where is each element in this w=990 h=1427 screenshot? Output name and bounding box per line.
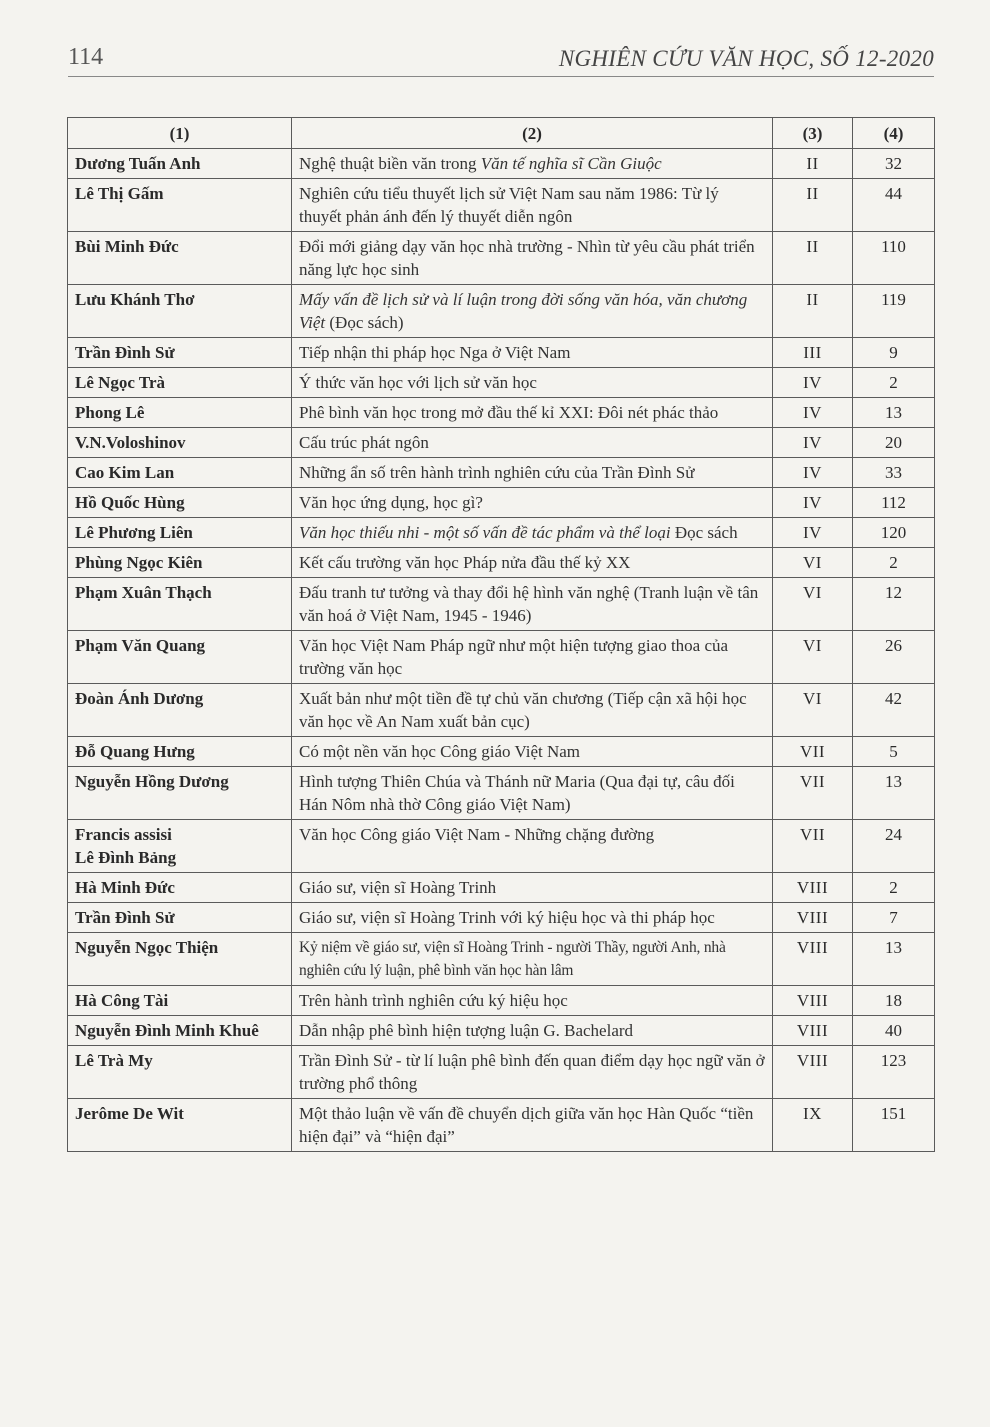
author-name: Dương Tuấn Anh	[75, 154, 201, 173]
issue-cell: VII	[773, 737, 853, 767]
page-cell: 13	[853, 767, 935, 820]
table-row	[68, 232, 935, 285]
author-cell	[68, 820, 292, 873]
table-row	[68, 873, 935, 903]
page-cell: 110	[853, 232, 935, 285]
article-index-table	[67, 117, 935, 1152]
author-cell	[68, 368, 292, 398]
table-row	[68, 398, 935, 428]
author-cell	[68, 518, 292, 548]
author-cell	[68, 1046, 292, 1099]
page-cell: 5	[853, 737, 935, 767]
author-name: Hồ Quốc Hùng	[75, 493, 185, 512]
article-title-cell	[292, 578, 773, 631]
article-title-cell	[292, 488, 773, 518]
issue-cell: IV	[773, 398, 853, 428]
table-row	[68, 684, 935, 737]
author-cell	[68, 1099, 292, 1152]
issue-cell: VI	[773, 631, 853, 684]
article-title-italic: Văn học thiếu nhi - một số vấn đề tác phẩm và thể loại	[299, 523, 671, 542]
page-cell: 42	[853, 684, 935, 737]
author-cell	[68, 873, 292, 903]
page-cell: 119	[853, 285, 935, 338]
author-cell	[68, 338, 292, 368]
table-row	[68, 518, 935, 548]
article-title-cell	[292, 873, 773, 903]
page-cell: 13	[853, 933, 935, 986]
author-name: Trần Đình Sử	[75, 908, 175, 927]
issue-cell: IV	[773, 428, 853, 458]
article-title-text: Có một nền văn học Công giáo Việt Nam	[299, 742, 581, 761]
article-title-text: Tiếp nhận thi pháp học Nga ở Việt Nam	[299, 343, 571, 362]
issue-cell: VIII	[773, 1046, 853, 1099]
author-name: V.N.Voloshinov	[75, 433, 186, 452]
article-title-cell	[292, 518, 773, 548]
author-cell	[68, 1016, 292, 1046]
article-title-text: Trần Đình Sử - từ lí luận phê bình đến quan điểm dạy học ngữ văn ở trường phổ thông	[299, 1051, 765, 1093]
author-name: Nguyễn Hồng Dương	[75, 772, 229, 791]
article-title-text: Nghiên cứu tiểu thuyết lịch sử Việt Nam sau năm 1986: Từ lý thuyết phản ánh đến lý thuyết diễn ngôn	[299, 184, 719, 226]
author-name: Phạm Văn Quang	[75, 636, 206, 655]
column-header-issue: (3)	[773, 118, 853, 149]
author-cell	[68, 149, 292, 179]
article-title-cell	[292, 986, 773, 1016]
author-cell	[68, 458, 292, 488]
article-title-cell	[292, 428, 773, 458]
article-title-text: Đấu tranh tư tưởng và thay đổi hệ hình văn nghệ (Tranh luận về tân văn hoá ở Việt Nam, 1945 - 1946)	[299, 583, 759, 625]
author-cell	[68, 684, 292, 737]
page-cell: 18	[853, 986, 935, 1016]
issue-cell: IV	[773, 458, 853, 488]
table-row	[68, 820, 935, 873]
issue-cell: IV	[773, 488, 853, 518]
author-name: Lê Phương Liên	[75, 523, 193, 542]
table-row	[68, 338, 935, 368]
issue-cell: III	[773, 338, 853, 368]
table-row	[68, 767, 935, 820]
article-title-italic: Văn tế nghĩa sĩ Cần Giuộc	[480, 154, 662, 173]
page-cell: 112	[853, 488, 935, 518]
page-cell: 123	[853, 1046, 935, 1099]
page-cell: 2	[853, 368, 935, 398]
issue-cell: II	[773, 179, 853, 232]
article-title-text: Văn học Công giáo Việt Nam - Những chặng đường	[299, 825, 655, 844]
article-title-cell	[292, 820, 773, 873]
article-title-italic: Mấy vấn đề lịch sử và lí luận trong đời sống văn hóa, văn chương Việt	[299, 290, 748, 332]
article-title-cell	[292, 933, 773, 986]
author-cell	[68, 398, 292, 428]
table-header-row	[68, 118, 935, 149]
article-title-text: Xuất bản như một tiền đề tự chủ văn chương (Tiếp cận xã hội học văn học về An Nam xuất bản cục)	[299, 689, 747, 731]
article-title-text: Nghệ thuật biền văn trong	[299, 154, 481, 173]
author-name: Đoàn Ánh Dương	[75, 689, 204, 708]
issue-cell: II	[773, 232, 853, 285]
page-number: 114	[68, 44, 104, 70]
issue-cell: VI	[773, 578, 853, 631]
page-header	[68, 44, 934, 78]
page-cell: 33	[853, 458, 935, 488]
table-row	[68, 548, 935, 578]
table-row	[68, 631, 935, 684]
page-cell: 26	[853, 631, 935, 684]
issue-cell: IV	[773, 518, 853, 548]
table-row	[68, 488, 935, 518]
author-cell	[68, 428, 292, 458]
author-name: Hà Minh Đức	[75, 878, 175, 897]
author-cell	[68, 903, 292, 933]
article-title-text: Hình tượng Thiên Chúa và Thánh nữ Maria (Qua đại tự, câu đối Hán Nôm nhà thờ Công giáo Việt Nam)	[299, 772, 735, 814]
issue-cell: VI	[773, 684, 853, 737]
issue-cell: VIII	[773, 1016, 853, 1046]
author-cell	[68, 232, 292, 285]
article-title-text: Văn học ứng dụng, học gì?	[299, 493, 483, 512]
table-row	[68, 933, 935, 986]
page-cell: 2	[853, 548, 935, 578]
article-title-text: Đổi mới giảng dạy văn học nhà trường - Nhìn từ yêu cầu phát triển năng lực học sinh	[299, 237, 755, 279]
article-title-text: Trên hành trình nghiên cứu ký hiệu học	[299, 991, 568, 1010]
article-title-cell	[292, 232, 773, 285]
column-header-title: (2)	[292, 118, 773, 149]
article-title-text: (Đọc sách)	[325, 313, 404, 332]
table-row	[68, 1046, 935, 1099]
article-title-text: Kết cấu trường văn học Pháp nửa đầu thế kỷ XX	[299, 553, 631, 572]
table-row	[68, 903, 935, 933]
issue-cell: VIII	[773, 986, 853, 1016]
table-row	[68, 149, 935, 179]
article-title-cell	[292, 285, 773, 338]
author-cell	[68, 488, 292, 518]
table-row	[68, 1099, 935, 1152]
article-title-cell	[292, 458, 773, 488]
issue-cell: VII	[773, 767, 853, 820]
author-name: Cao Kim Lan	[75, 463, 175, 482]
author-name: Lưu Khánh Thơ	[75, 290, 195, 309]
table-row	[68, 986, 935, 1016]
table-row	[68, 179, 935, 232]
article-title-cell	[292, 1099, 773, 1152]
article-title-text: Ý thức văn học với lịch sử văn học	[299, 373, 537, 392]
author-name: Phong Lê	[75, 403, 145, 422]
author-cell	[68, 578, 292, 631]
article-title-cell	[292, 1016, 773, 1046]
issue-cell: VII	[773, 820, 853, 873]
table-row	[68, 458, 935, 488]
issue-cell: VI	[773, 548, 853, 578]
column-header-page: (4)	[853, 118, 935, 149]
author-name: Nguyễn Đình Minh Khuê	[75, 1021, 259, 1040]
page-cell: 44	[853, 179, 935, 232]
issue-cell: IV	[773, 368, 853, 398]
article-title-text: Văn học Việt Nam Pháp ngữ như một hiện tượng giao thoa của trường văn học	[299, 636, 729, 678]
table-row	[68, 737, 935, 767]
author-cell	[68, 737, 292, 767]
article-title-cell	[292, 548, 773, 578]
issue-cell: II	[773, 149, 853, 179]
author-cell	[68, 767, 292, 820]
article-title-cell	[292, 149, 773, 179]
table-body	[68, 149, 935, 1152]
author-name: Lê Thị Gấm	[75, 184, 164, 203]
author-cell	[68, 548, 292, 578]
author-cell	[68, 631, 292, 684]
article-title-cell	[292, 903, 773, 933]
article-title-cell	[292, 631, 773, 684]
author-name: Hà Công Tài	[75, 991, 169, 1010]
journal-title: NGHIÊN CỨU VĂN HỌC, SỐ 12-2020	[558, 46, 934, 71]
page-cell: 9	[853, 338, 935, 368]
issue-cell: VIII	[773, 903, 853, 933]
page-cell: 7	[853, 903, 935, 933]
article-title-cell	[292, 1046, 773, 1099]
table-row	[68, 578, 935, 631]
article-title-text: Giáo sư, viện sĩ Hoàng Trinh với ký hiệu học và thi pháp học	[299, 908, 715, 927]
article-title-cell	[292, 338, 773, 368]
article-title-cell	[292, 398, 773, 428]
issue-cell: VIII	[773, 873, 853, 903]
page-cell: 32	[853, 149, 935, 179]
column-header-author: (1)	[68, 118, 292, 149]
page-cell: 20	[853, 428, 935, 458]
page-cell: 12	[853, 578, 935, 631]
page-cell: 2	[853, 873, 935, 903]
author-name: Nguyễn Ngọc Thiện	[75, 938, 219, 957]
issue-cell: II	[773, 285, 853, 338]
article-title-cell	[292, 368, 773, 398]
article-title-text: Cấu trúc phát ngôn	[299, 433, 429, 452]
issue-cell: VIII	[773, 933, 853, 986]
page-cell: 24	[853, 820, 935, 873]
page-cell: 40	[853, 1016, 935, 1046]
author-cell	[68, 986, 292, 1016]
table-row	[68, 368, 935, 398]
author-name: Phùng Ngọc Kiên	[75, 553, 203, 572]
page-cell: 120	[853, 518, 935, 548]
article-title-text: Những ẩn số trên hành trình nghiên cứu của Trần Đình Sử	[299, 463, 695, 482]
article-title-cell	[292, 684, 773, 737]
author-name: Francis assisi Lê Đình Bảng	[75, 825, 177, 867]
page-cell: 151	[853, 1099, 935, 1152]
author-name: Phạm Xuân Thạch	[75, 583, 212, 602]
article-title-cell	[292, 767, 773, 820]
table-row	[68, 428, 935, 458]
article-title-text: Dẫn nhập phê bình hiện tượng luận G. Bachelard	[299, 1021, 634, 1040]
article-title-text: Kỷ niệm về giáo sư, viện sĩ Hoàng Trinh - người Thầy, người Anh, nhà nghiên cứu lý luận, phê bình văn học hàn lâm	[299, 939, 726, 979]
author-cell	[68, 285, 292, 338]
author-name: Lê Trà My	[75, 1051, 153, 1070]
table-row	[68, 1016, 935, 1046]
author-cell	[68, 179, 292, 232]
article-title-cell	[292, 179, 773, 232]
article-title-text: Giáo sư, viện sĩ Hoàng Trinh	[299, 878, 497, 897]
article-title-cell	[292, 737, 773, 767]
article-title-text: Phê bình văn học trong mở đầu thế kỉ XXI: Đôi nét phác thảo	[299, 403, 719, 422]
page-cell: 13	[853, 398, 935, 428]
author-cell	[68, 933, 292, 986]
issue-cell: IX	[773, 1099, 853, 1152]
article-title-text: Đọc sách	[670, 523, 738, 542]
table-row	[68, 285, 935, 338]
author-name: Trần Đình Sử	[75, 343, 175, 362]
author-name: Bùi Minh Đức	[75, 237, 179, 256]
author-name: Lê Ngọc Trà	[75, 373, 166, 392]
author-name: Jerôme De Wit	[75, 1104, 184, 1123]
author-name: Đỗ Quang Hưng	[75, 742, 195, 761]
header-rule	[68, 76, 934, 77]
article-title-text: Một thảo luận về vấn đề chuyển dịch giữa văn học Hàn Quốc “tiền hiện đại” và “hiện đại”	[299, 1104, 754, 1146]
